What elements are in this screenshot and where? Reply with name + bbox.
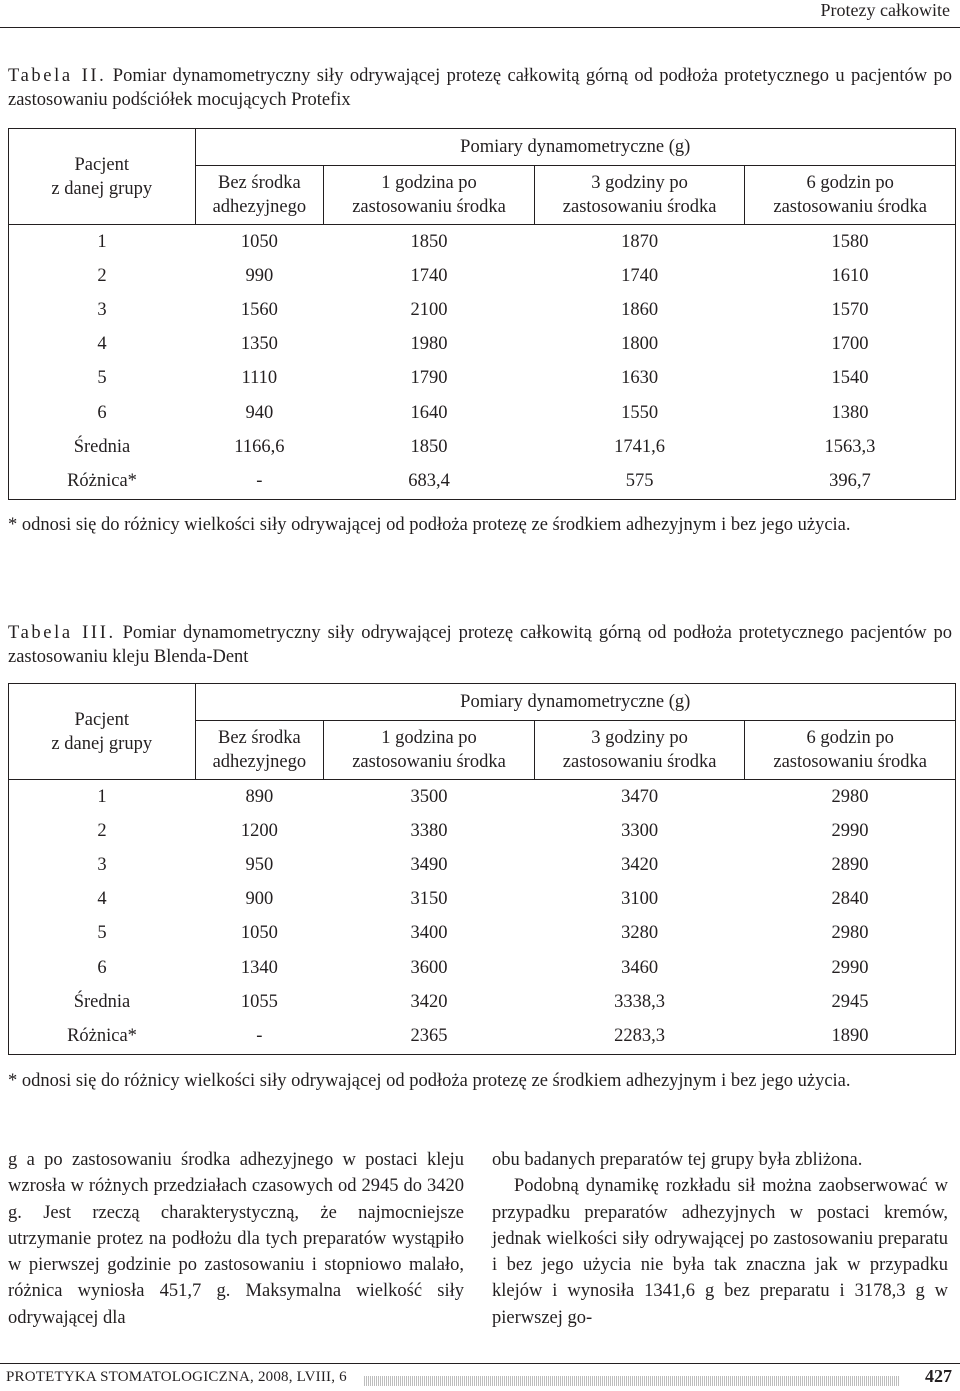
value-cell: 3380 xyxy=(410,820,448,841)
table2-caption xyxy=(8,64,952,112)
value-cell: 1870 xyxy=(621,231,659,252)
row-label-cell: 3 xyxy=(97,854,107,875)
table3-col-header: 6 godzin po zastosowaniu środka xyxy=(745,721,956,780)
value-cell: 3150 xyxy=(410,889,448,910)
table2-col-header: 1 godzina po zastosowaniu środka xyxy=(324,166,535,225)
value-cell: 1890 xyxy=(831,1025,869,1046)
body-paragraph: g a po zastosowaniu środka adhezyjnego w postaci kleju wzrosła w różnych przedziałach czasowych od 2945 do 3420 g. Jest rzeczą charakterystyczną, że najmocniejsze utrzymanie protez na podłożu dla tych preparatów wystąpiło w pierwszej godzinie po zastosowaniu i stopniowo malało, różnica wyniosła 451,7 g. Maksymalna wielkość siły odrywającej dla xyxy=(8,1150,464,1328)
value-cell: 3400 xyxy=(410,923,448,944)
table-row xyxy=(9,951,956,985)
row-label-cell: 4 xyxy=(97,334,107,355)
table-row xyxy=(9,780,956,815)
table2-patient-header: Pacjent z danej grupy xyxy=(9,129,196,225)
footer-rule xyxy=(0,1363,960,1364)
table-row xyxy=(9,430,956,464)
value-cell: 1850 xyxy=(410,436,448,457)
value-cell: 1110 xyxy=(241,368,278,389)
table3-col-header: Bez środka adhezyjnego xyxy=(195,721,324,780)
body-paragraph: Podobną dynamikę rozkładu sił można zaobserwować w przypadku preparatów adhezyjnych w postaci kremów, jednak wielkości siły odrywającej po zastosowaniu preparatu i bez jego użycia nie była tak znaczna jak w przypadku klejów i wynosiła 1341,6 g bez preparatu i 3178,3 g w pierwszej go- xyxy=(492,1176,948,1328)
value-cell: 2840 xyxy=(831,889,869,910)
table3 xyxy=(8,683,956,1055)
value-cell: 3470 xyxy=(621,786,659,807)
row-label-cell: 3 xyxy=(97,299,107,320)
value-cell: 1340 xyxy=(240,957,278,978)
row-label-cell: 6 xyxy=(97,402,107,423)
table-row xyxy=(9,985,956,1019)
value-cell: 1740 xyxy=(410,265,448,286)
value-cell: 1640 xyxy=(410,402,448,423)
value-cell: 1050 xyxy=(240,231,278,252)
value-cell: 890 xyxy=(245,786,274,807)
row-label-cell: 1 xyxy=(97,231,107,252)
value-cell: 1630 xyxy=(621,368,659,389)
table-row xyxy=(9,883,956,917)
value-cell: 3600 xyxy=(410,957,448,978)
header-rule xyxy=(0,27,960,28)
row-label-cell: 5 xyxy=(97,368,107,389)
value-cell: 1700 xyxy=(831,334,869,355)
value-cell: 1580 xyxy=(831,231,869,252)
value-cell: 950 xyxy=(245,854,274,875)
value-cell: 2365 xyxy=(410,1025,448,1046)
table2-col-header: 6 godzin po zastosowaniu środka xyxy=(745,166,956,225)
value-cell: - xyxy=(256,470,263,491)
row-label-cell: 2 xyxy=(97,265,107,286)
value-cell: - xyxy=(256,1025,263,1046)
value-cell: 3300 xyxy=(621,820,659,841)
value-cell: 1563,3 xyxy=(824,436,876,457)
table-row xyxy=(9,362,956,396)
value-cell: 1350 xyxy=(240,334,278,355)
value-cell: 1050 xyxy=(240,923,278,944)
running-head: Protezy całkowite xyxy=(820,0,950,20)
table2-label: Tabela II. xyxy=(8,66,107,86)
table-row xyxy=(9,814,956,848)
page-number: 427 xyxy=(925,1366,952,1386)
table3-footnote: * odnosi się do różnicy wielkości siły odrywającej od podłoża protezę ze środkiem adhezyjnym i bez jego użycia. xyxy=(8,1071,851,1091)
value-cell: 1560 xyxy=(240,299,278,320)
value-cell: 1741,6 xyxy=(614,436,666,457)
row-label-cell: Różnica* xyxy=(67,470,137,491)
value-cell: 3490 xyxy=(410,854,448,875)
value-cell: 1860 xyxy=(621,299,659,320)
body-column-right xyxy=(492,1147,948,1331)
value-cell: 683,4 xyxy=(408,470,450,491)
value-cell: 1850 xyxy=(410,231,448,252)
table3-caption xyxy=(8,621,952,669)
table3-patient-header: Pacjent z danej grupy xyxy=(9,684,196,780)
value-cell: 1380 xyxy=(831,402,869,423)
value-cell: 1540 xyxy=(831,368,869,389)
table-row xyxy=(9,917,956,951)
table-row xyxy=(9,259,956,293)
row-label-cell: 5 xyxy=(97,923,107,944)
row-label-cell: 4 xyxy=(97,889,107,910)
value-cell: 1610 xyxy=(831,265,869,286)
table3-group-header: Pomiary dynamometryczne (g) xyxy=(195,684,956,721)
row-label-cell: 6 xyxy=(97,957,107,978)
row-label-cell: 2 xyxy=(97,820,107,841)
value-cell: 940 xyxy=(245,402,274,423)
table-row xyxy=(9,848,956,882)
row-label-cell: Średnia xyxy=(73,436,131,457)
value-cell: 2980 xyxy=(831,786,869,807)
value-cell: 1740 xyxy=(621,265,659,286)
value-cell: 1550 xyxy=(621,402,659,423)
journal-name: PROTETYKA STOMATOLOGICZNA, 2008, LVIII, 6 xyxy=(6,1369,347,1385)
table3-label: Tabela III. xyxy=(8,623,116,643)
value-cell: 3100 xyxy=(621,889,659,910)
value-cell: 1055 xyxy=(240,991,278,1012)
value-cell: 900 xyxy=(245,889,274,910)
value-cell: 2100 xyxy=(410,299,448,320)
value-cell: 2890 xyxy=(831,854,869,875)
body-column-left xyxy=(8,1147,464,1331)
table2-footnote: * odnosi się do różnicy wielkości siły odrywającej od podłoża protezę ze środkiem adhezyjnym i bez jego użycia. xyxy=(8,515,851,535)
table-row xyxy=(9,396,956,430)
table2-caption-text: Pomiar dynamometryczny siły odrywającej protezę całkowitą górną od podłoża protetycznego u pacjentów po zastosowaniu podściółek mocujących Protefix xyxy=(8,66,952,110)
table2-col-header: Bez środka adhezyjnego xyxy=(195,166,324,225)
value-cell: 3500 xyxy=(410,786,448,807)
value-cell: 1800 xyxy=(621,334,659,355)
table-row xyxy=(9,1019,956,1054)
table-row xyxy=(9,464,956,499)
value-cell: 1980 xyxy=(410,334,448,355)
value-cell: 990 xyxy=(245,265,274,286)
value-cell: 2980 xyxy=(831,923,869,944)
value-cell: 1200 xyxy=(240,820,278,841)
value-cell: 2990 xyxy=(831,957,869,978)
table3-caption-text: Pomiar dynamometryczny siły odrywającej protezę całkowitą górną od podłoża protetycznego pacjentów po zastosowaniu kleju Blenda-Dent xyxy=(8,623,952,667)
value-cell: 2283,3 xyxy=(614,1025,666,1046)
row-label-cell: 1 xyxy=(97,786,107,807)
value-cell: 3420 xyxy=(410,991,448,1012)
value-cell: 575 xyxy=(625,470,654,491)
value-cell: 1166,6 xyxy=(234,436,285,457)
value-cell: 3338,3 xyxy=(614,991,666,1012)
table2-group-header: Pomiary dynamometryczne (g) xyxy=(195,129,956,166)
value-cell: 2990 xyxy=(831,820,869,841)
value-cell: 1570 xyxy=(831,299,869,320)
row-label-cell: Średnia xyxy=(73,991,131,1012)
value-cell: 3280 xyxy=(621,923,659,944)
value-cell: 1790 xyxy=(410,368,448,389)
value-cell: 2945 xyxy=(831,991,869,1012)
body-paragraph: obu badanych preparatów tej grupy była zbliżona. xyxy=(492,1150,863,1170)
table-row xyxy=(9,225,956,260)
table2-col-header: 3 godziny po zastosowaniu środka xyxy=(534,166,745,225)
table-row xyxy=(9,328,956,362)
table2 xyxy=(8,128,956,500)
table3-col-header: 1 godzina po zastosowaniu środka xyxy=(324,721,535,780)
row-label-cell: Różnica* xyxy=(67,1025,137,1046)
value-cell: 3420 xyxy=(621,854,659,875)
value-cell: 3460 xyxy=(621,957,659,978)
table-row xyxy=(9,293,956,327)
footer-dot-band xyxy=(364,1376,900,1386)
table3-col-header: 3 godziny po zastosowaniu środka xyxy=(534,721,745,780)
value-cell: 396,7 xyxy=(829,470,871,491)
